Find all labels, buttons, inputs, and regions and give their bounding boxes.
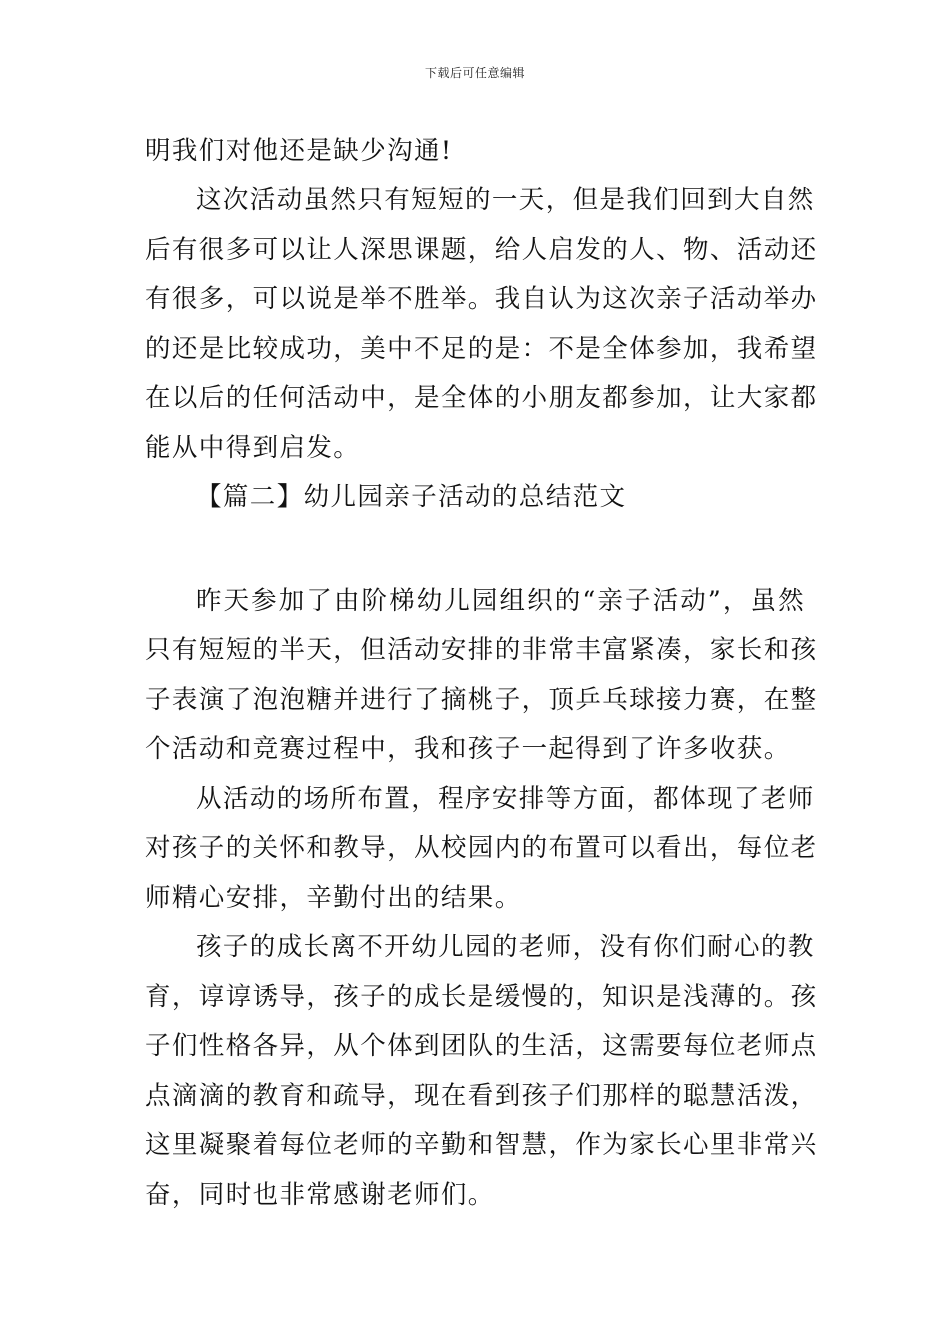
text-line: 昨天参加了由阶梯幼儿园组织的“亲子活动”，虽然 — [196, 586, 805, 616]
text-line: 师精心安排，辛勤付出的结果。 — [145, 883, 522, 913]
text-line: 个活动和竞赛过程中，我和孩子一起得到了许多收获。 — [145, 734, 791, 764]
text-line: 从活动的场所布置，程序安排等方面，都体现了老师 — [196, 784, 815, 814]
text-line: 在以后的任何活动中，是全体的小朋友都参加，让大家都 — [145, 383, 818, 413]
section-heading: 【篇二】幼儿园亲子活动的总结范文 — [196, 482, 627, 512]
text-line: 能从中得到启发。 — [145, 433, 361, 463]
page-header: 下载后可任意编辑 — [424, 66, 525, 80]
text-line: 的还是比较成功，美中不足的是：不是全体参加，我希望 — [145, 334, 818, 364]
text-line: 这次活动虽然只有短短的一天，但是我们回到大自然 — [196, 185, 815, 215]
text-line: 对孩子的关怀和教导，从校园内的布置可以看出，每位老 — [145, 833, 818, 863]
text-line: 奋，同时也非常感谢老师们。 — [145, 1180, 495, 1210]
text-line: 明我们对他还是缺少沟通! — [145, 136, 453, 166]
text-line: 有很多，可以说是举不胜举。我自认为这次亲子活动举办 — [145, 284, 818, 314]
text-line: 育，谆谆诱导，孩子的成长是缓慢的，知识是浅薄的。孩 — [145, 982, 818, 1012]
text-line: 点滴滴的教育和疏导，现在看到孩子们那样的聪慧活泼， — [145, 1081, 818, 1111]
text-line: 子们性格各异，从个体到团队的生活，这需要每位老师点 — [145, 1031, 818, 1061]
text-line: 只有短短的半天，但活动安排的非常丰富紧凑，家长和孩 — [145, 635, 818, 665]
text-line: 子表演了泡泡糖并进行了摘桃子，顶乒乓球接力赛，在整 — [145, 685, 818, 715]
text-line: 后有很多可以让人深思课题，给人启发的人、物、活动还 — [145, 235, 818, 265]
text-line: 这里凝聚着每位老师的辛勤和智慧，作为家长心里非常兴 — [145, 1130, 818, 1160]
text-line: 孩子的成长离不开幼儿园的老师，没有你们耐心的教 — [196, 932, 815, 962]
